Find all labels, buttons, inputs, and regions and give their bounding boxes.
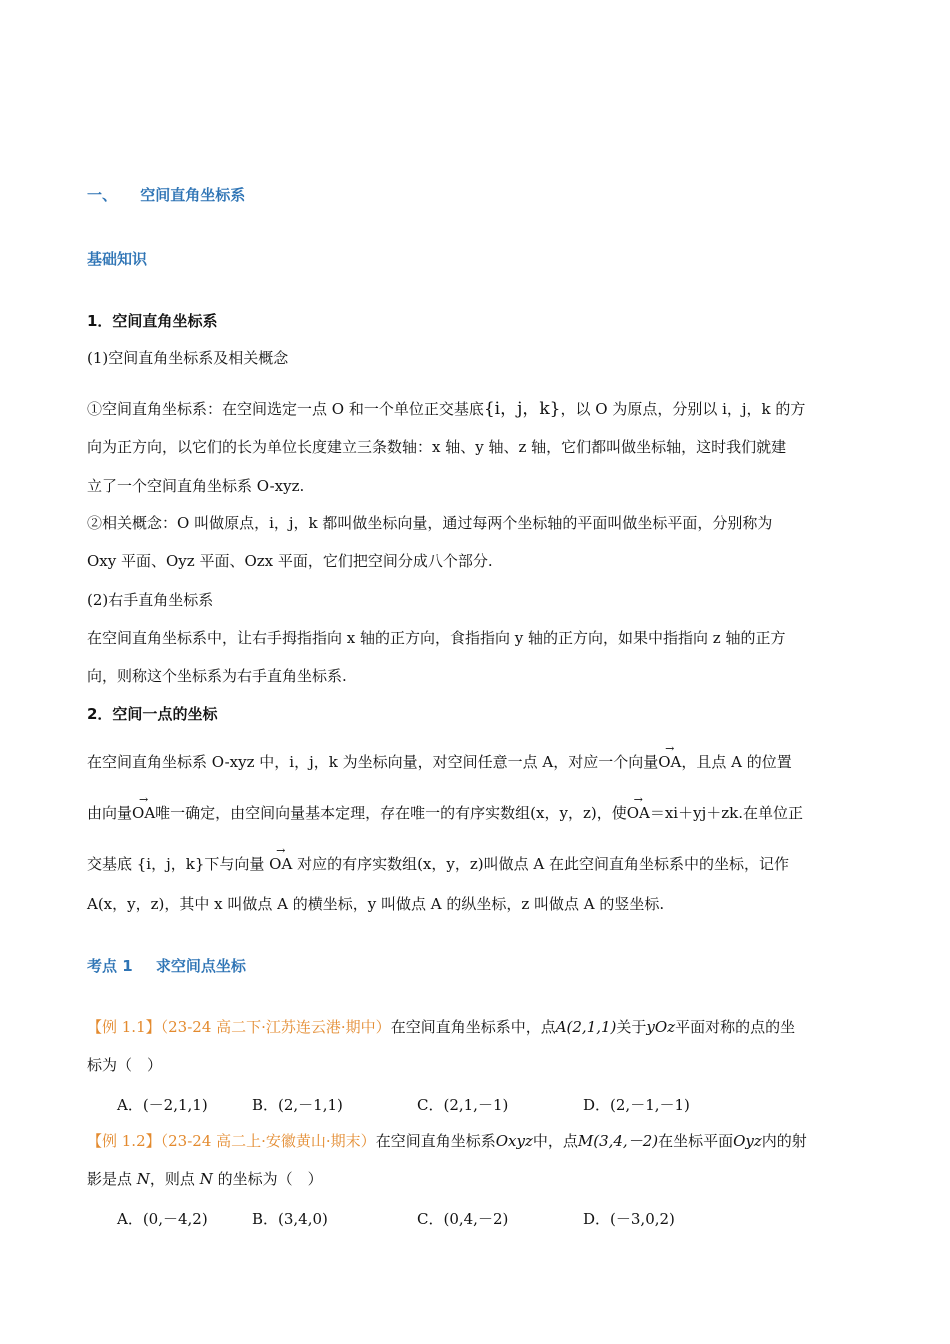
option-c[interactable]: C．(0,4,－2) xyxy=(417,1210,509,1228)
paragraph-3-line-1: 在空间直角坐标系中，让右手拇指指向 x 轴的正方向，食指指向 y 轴的正方向，如果中指指向 z 轴的正方 xyxy=(87,629,786,647)
example-source: （23-24 高二下·江苏连云港·期中） xyxy=(160,1018,391,1036)
paragraph-1-line-2: 向为正方向，以它们的长为单位长度建立三条数轴：x 轴、y 轴、z 轴，它们都叫做坐标轴，这时我们就建 xyxy=(87,438,787,456)
vector-oa: → OA xyxy=(626,793,650,822)
vector-oa: → OA xyxy=(269,844,293,873)
option-c[interactable]: C．(2,1,－1) xyxy=(417,1096,509,1114)
example-1-1-line-2: 标为（ ） xyxy=(87,1056,163,1074)
heading-1: 1．空间直角坐标系 xyxy=(87,312,218,330)
basis-braces: {i，j，k} xyxy=(483,399,561,419)
paragraph-4-line-4: A(x，y，z)，其中 x 叫做点 A 的横坐标，y 叫做点 A 的纵坐标，z 叫做点 A 的竖坐标. xyxy=(87,895,665,913)
example-1-2-line-1: 【例 1.2】（23-24 高二上·安徽黄山·期末）在空间直角坐标系Oxyz中，点M(3,4,－2)在坐标平面Oyz内的射 xyxy=(87,1132,807,1150)
kaodian-title: 求空间点坐标 xyxy=(155,957,246,975)
example-1-1-line-1: 【例 1.1】（23-24 高二下·江苏连云港·期中）在空间直角坐标系中，点A(2,1,1)关于yOz平面对称的点的坐 xyxy=(87,1018,796,1036)
option-b[interactable]: B．(3,4,0) xyxy=(252,1210,328,1228)
kaodian-heading xyxy=(87,955,867,976)
paragraph-2-line-1: ②相关概念：O 叫做原点，i，j，k 都叫做坐标向量，通过每两个坐标轴的平面叫做坐标平面，分别称为 xyxy=(87,514,773,532)
section-title: 空间直角坐标系 xyxy=(140,186,246,204)
paragraph-2-line-2: Oxy 平面、Oyz 平面、Ozx 平面，它们把空间分成八个部分. xyxy=(87,552,493,570)
example-1-2-line-2: 影是点 N，则点 N 的坐标为（ ） xyxy=(87,1170,323,1188)
paragraph-3-line-2: 向，则称这个坐标系为右手直角坐标系. xyxy=(87,667,347,685)
heading-1-1: (1)空间直角坐标系及相关概念 xyxy=(87,349,289,367)
paragraph-4-line-1: 在空间直角坐标系 O-xyz 中，i，j，k 为坐标向量，对空间任意一点 A，对应一个向量 → OA，且点 A 的位置 xyxy=(87,742,792,771)
option-a[interactable]: A．(－2,1,1) xyxy=(117,1096,208,1114)
heading-2: 2．空间一点的坐标 xyxy=(87,705,218,723)
paragraph-4-line-3: 交基底 {i，j，k}下与向量 → OA 对应的有序实数组(x，y，z)叫做点 A 在此空间直角坐标系中的坐标，记作 xyxy=(87,844,789,873)
paragraph-1-line-1: ①空间直角坐标系：在空间选定一点 O 和一个单位正交基底{i，j，k}，以 O 为原点，分别以 i，j，k 的方 xyxy=(87,399,806,419)
option-b[interactable]: B．(2,－1,1) xyxy=(252,1096,343,1114)
vector-oa: → OA xyxy=(658,742,682,771)
subsection-heading: 基础知识 xyxy=(87,250,148,268)
vector-oa: → OA xyxy=(132,793,156,822)
option-d[interactable]: D．(－3,0,2) xyxy=(583,1210,675,1228)
paragraph-1-line-3: 立了一个空间直角坐标系 O-xyz. xyxy=(87,477,305,495)
example-tag: 【例 1.2】 xyxy=(87,1132,161,1150)
paragraph-4-line-2: 由向量 → OA唯一确定，由空间向量基本定理，存在唯一的有序实数组(x，y，z)，使 → OA＝xi＋yj＋zk.在单位正 xyxy=(87,793,803,822)
option-d[interactable]: D．(2,－1,－1) xyxy=(583,1096,690,1114)
section-heading xyxy=(87,184,867,205)
example-source: （23-24 高二上·安徽黄山·期末） xyxy=(160,1132,376,1150)
example-tag: 【例 1.1】 xyxy=(87,1018,161,1036)
option-a[interactable]: A．(0,－4,2) xyxy=(117,1210,208,1228)
kaodian-label: 考点 1 xyxy=(87,957,133,975)
heading-1-2: (2)右手直角坐标系 xyxy=(87,591,214,609)
section-number: 一、 xyxy=(87,186,118,204)
